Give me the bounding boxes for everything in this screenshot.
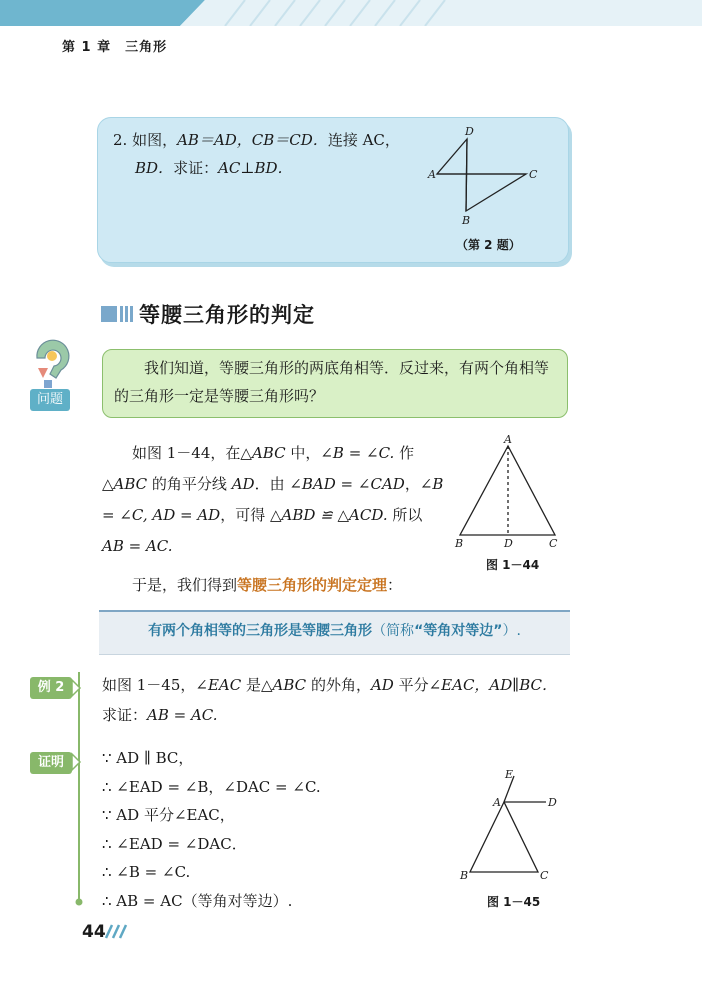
exercise-claim: AC⊥BD． <box>218 159 293 177</box>
ex2-math: △ABC <box>261 676 307 694</box>
fig2-label-b: B <box>462 214 471 227</box>
page-number: 44 <box>82 922 106 942</box>
p1-text: 中， <box>285 444 321 462</box>
p1-text: 作 <box>394 444 415 462</box>
ex2-math: ∠EAC <box>195 676 242 694</box>
proof-line: ∴ AB = AC（等角对等边）. <box>102 891 293 910</box>
ex2-math: AB = AC. <box>147 706 218 724</box>
theorem-short-name: “等角对等边” <box>414 623 503 639</box>
fig2-label-d: D <box>465 125 474 138</box>
ex2-text: 求证： <box>102 706 148 724</box>
p1-text: 如图 1－44，在 <box>132 444 241 462</box>
figure-1-45-triangle <box>456 764 566 888</box>
fig44-label-c: C <box>549 537 558 550</box>
fig44-label-d: D <box>504 537 513 550</box>
exercise-prefix: 2. 如图， <box>113 131 178 149</box>
theorem-note-open: （简称 <box>372 623 415 639</box>
proof-line: ∴ ∠EAD = ∠B，∠DAC = ∠C. <box>102 777 321 796</box>
exercise-line-1 <box>113 126 423 154</box>
proof-lines <box>102 744 442 915</box>
question-badge: 问题 <box>30 389 70 411</box>
exercise-connect: 连接 AC， <box>327 131 400 149</box>
p1-math: △ABC <box>240 444 286 462</box>
fig44-label-a: A <box>504 433 512 446</box>
example-2-badge: 例 2 <box>30 677 72 699</box>
exercise-bd: BD． <box>135 159 174 177</box>
fig2-label-a: A <box>428 168 436 181</box>
p1-math: AB = AC. <box>102 537 173 555</box>
figure-2-caption: （第 2 题） <box>456 238 521 252</box>
fig45-label-d: D <box>548 796 557 809</box>
p1-math: AD <box>231 475 255 493</box>
proof-line: ∵ AD ∥ BC， <box>102 749 194 767</box>
p1-text: ，可得 <box>220 506 270 524</box>
p2-tail: ： <box>387 576 403 594</box>
exercise-line-2 <box>113 154 423 182</box>
figure-1-44-triangle <box>452 432 567 554</box>
fig2-label-c: C <box>529 168 538 181</box>
paragraph-2 <box>102 571 542 599</box>
ex2-text: 平分 <box>393 676 429 694</box>
ex2-math: ∠EAC，AD∥BC． <box>428 676 557 694</box>
p1-math: ∠BAD = ∠CAD <box>289 475 405 493</box>
section-title-bars <box>101 304 135 324</box>
theorem-note-close: ）. <box>502 623 521 639</box>
figure-1-44-caption: 图 1－44 <box>486 558 540 572</box>
proof-badge: 证明 <box>30 752 72 774</box>
p1-text: 所以 <box>387 506 423 524</box>
p1-math: △ABD ≌ △ACD. <box>270 506 388 524</box>
p1-text: ， <box>404 475 420 493</box>
p2-highlight: 等腰三角形的判定定理 <box>237 576 388 594</box>
fig45-label-b: B <box>460 869 469 882</box>
theorem-statement: 有两个角相等的三角形是等腰三角形 <box>148 623 373 639</box>
example-rail <box>0 670 100 910</box>
p1-text: 的角平分线 <box>147 475 232 493</box>
fig44-label-b: B <box>455 537 464 550</box>
question-mark-icon <box>28 338 78 390</box>
proof-line: ∵ AD 平分∠EAC， <box>102 806 235 824</box>
p2-lead: 于是，我们得到 <box>132 576 238 594</box>
ex2-text: 是 <box>241 676 262 694</box>
figure-2-kite <box>425 123 545 233</box>
question-text: 我们知道，等腰三角形的两底角相等．反过来，有两个角相等的三角形一定是等腰三角形吗？ <box>114 359 550 405</box>
p1-text: ．由 <box>254 475 290 493</box>
exercise-given: AB＝AD，CB＝CD． <box>177 131 328 149</box>
paragraph-1 <box>102 438 444 562</box>
exercise-text <box>113 126 423 182</box>
ex2-math: AD <box>370 676 394 694</box>
fig45-label-a: A <box>493 796 501 809</box>
page-number-slashes <box>104 922 128 940</box>
p1-math: ∠B = ∠C, AD = AD <box>102 475 444 524</box>
fig45-label-e: E <box>505 768 514 781</box>
proof-line: ∴ ∠B = ∠C. <box>102 863 191 881</box>
fig45-label-c: C <box>540 869 549 882</box>
ex2-text: 的外角， <box>306 676 371 694</box>
example-2-text <box>102 670 572 730</box>
header-band <box>0 0 702 26</box>
theorem-text <box>99 610 570 652</box>
exercise-prove-label: 求证： <box>173 159 219 177</box>
p1-math: △ABC <box>102 475 148 493</box>
p1-math: ∠B = ∠C. <box>320 444 395 462</box>
ex2-text: 如图 1－45， <box>102 676 196 694</box>
proof-line: ∴ ∠EAD = ∠DAC． <box>102 834 247 853</box>
figure-1-45-caption: 图 1－45 <box>487 895 541 909</box>
section-title: 等腰三角形的判定 <box>139 303 315 327</box>
chapter-label: 第 1 章 三角形 <box>62 40 168 55</box>
